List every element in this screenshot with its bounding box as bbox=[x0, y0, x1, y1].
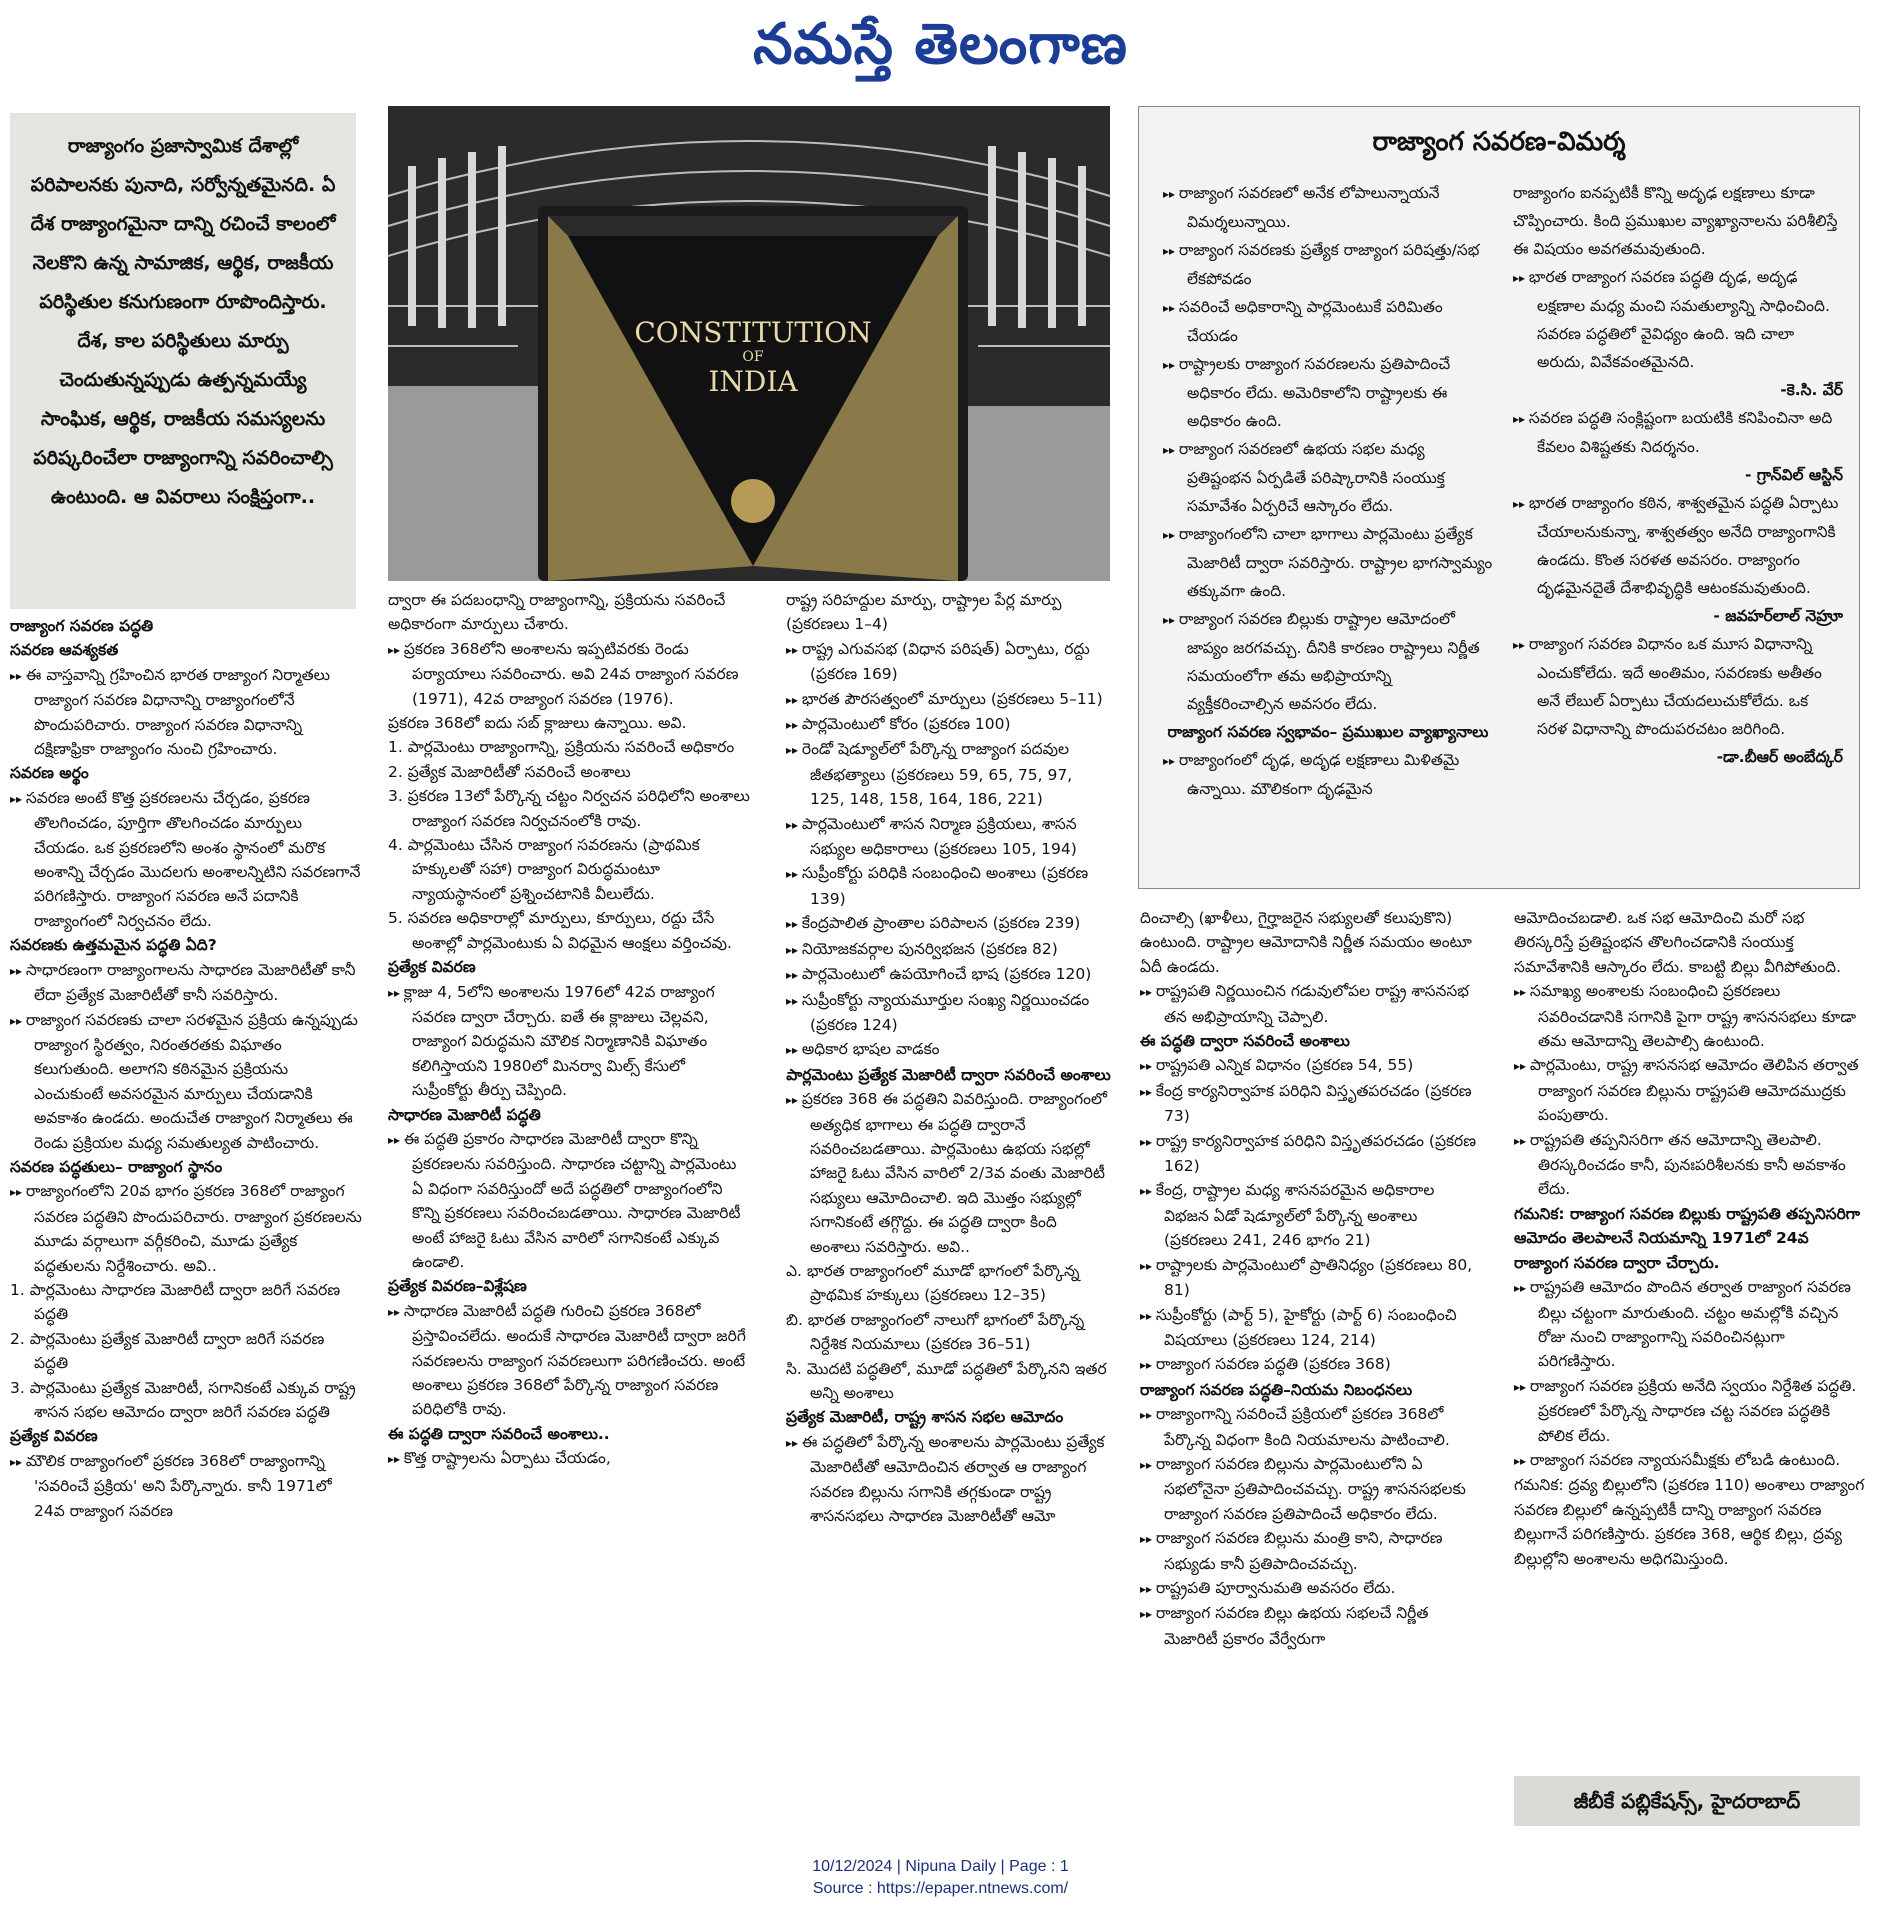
list-item: ▸▸ రాజ్యాంగాన్ని సవరించే ప్రక్రియలో ప్రకరణ 368లో పేర్కొన్న విధంగా కింది నియమాలను పాటించాలి. bbox=[1140, 1402, 1482, 1452]
list-item: ▸▸ భారత పౌరసత్వంలో మార్పులు (ప్రకరణలు 5–11) bbox=[786, 687, 1111, 712]
list-item: ▸▸ పార్లమెంటులో ఉపయోగించే భాష (ప్రకరణ 120) bbox=[786, 962, 1111, 987]
list-item: ▸▸ అధికార భాషల వాడకం bbox=[786, 1037, 1111, 1062]
paragraph: ▸▸ సాధారణ మెజారిటీ పద్ధతి గురించి ప్రకరణ 368లో ప్రస్తావించలేదు. అందుకే సాధారణ మెజారిటీ ద్వారా జరిగే సవరణలను రాజ్యాంగ సవరణలుగా పరిగణించరు. అంటే అంశాలు ప్రకరణ 368లో పేర్కొన్న రాజ్యాంగ సవరణ పరిధిలోకి రావు. bbox=[388, 1299, 750, 1422]
intro-box bbox=[10, 113, 356, 609]
list-item: ▸▸ పార్లమెంటులో శాసన నిర్మాణ ప్రక్రియలు, శాసన సభ్యుల అధికారాలు (ప్రకరణలు 105, 194) bbox=[786, 812, 1111, 862]
quote: ▸▸ భారత రాజ్యాంగం కఠిన, శాశ్వతమైన పద్ధతి ఏర్పాటు చేయాలనుకున్నా, శాశ్వతత్వం అనేది రాజ్యాంగానికి ఉండదు. కొంత సరళత అవసరం. రాజ్యాంగం దృఢమైనదైతే దేశాభివృద్ధికి ఆటంకమవుతుంది. bbox=[1513, 489, 1843, 602]
quote-author: - జవహర్‌లాల్ నెహ్రూ bbox=[1713, 607, 1843, 625]
footer-date-line: 10/12/2024 | Nipuna Daily | Page : 1 bbox=[812, 1858, 1069, 1875]
heading: సవరణ అర్థం bbox=[10, 764, 89, 783]
column-4 bbox=[1140, 906, 1482, 1804]
constitution-photo bbox=[388, 106, 1110, 581]
quote-author: -కె.సి. వేర్ bbox=[1780, 381, 1843, 399]
heading: ప్రత్యేక వివరణ bbox=[388, 958, 476, 977]
heading: రాజ్యాంగ సవరణ స్వభావం– ప్రముఖుల వ్యాఖ్యానాలు bbox=[1167, 723, 1489, 741]
numbered-item: 1. పార్లమెంటు రాజ్యాంగాన్ని, ప్రక్రియను సవరించే అధికారం bbox=[388, 738, 735, 757]
paragraph: ▸▸ ఈ వాస్తవాన్ని గ్రహించిన భారత రాజ్యాంగ నిర్మాతలు రాజ్యాంగ సవరణ విధానాన్ని రాజ్యాంగంలోనే పొందుపరిచారు. రాజ్యాంగ సవరణ విధానాన్ని దక్షిణాఫ్రికా రాజ్యాంగం నుంచి గ్రహించారు. bbox=[10, 663, 362, 762]
list-item: ▸▸ రాజ్యాంగ సవరణ పద్ధతి (ప్రకరణ 368) bbox=[1140, 1352, 1482, 1377]
publisher-credit: జీబీకే పబ్లికేషన్స్, హైదరాబాద్ bbox=[1514, 1776, 1860, 1826]
criticism-box bbox=[1138, 106, 1860, 889]
paragraph: ▸▸ ఈ పద్ధతి ప్రకారం సాధారణ మెజారిటీ ద్వారా కొన్ని ప్రకరణలను సవరిస్తుంది. సాధారణ చట్టాన్ని పార్లమెంటు ఏ విధంగా సవరిస్తుందో అదే పద్ధతిలో రాజ్యాంగంలోని కొన్ని ప్రకరణలు సవరించబడతాయి. సాధారణ మెజారిటీ అంటే హాజరై ఓటు వేసిన వారిలో సగానికంటే ఎక్కువ ఉండాలి. bbox=[388, 1127, 750, 1274]
paragraph: ▸▸ రాజ్యాంగ సవరణకు చాలా సరళమైన ప్రక్రియ ఉన్నప్పుడు రాజ్యాంగ స్థిరత్వం, నిరంతరతకు విఘాతం కలుగుతుంది. అలాగని కఠినమైన ప్రక్రియను ఎంచుకుంటే అవసరమైన మార్పులు చేయడానికి అవకాశం ఉండదు. అందుచేత రాజ్యాంగ నిర్మాతలు ఈ రెండు ప్రక్రియల మధ్య సమతుల్యత పాటించారు. bbox=[10, 1008, 362, 1155]
list-item: ▸▸ రాష్ట్రపతి తప్పనిసరిగా తన ఆమోదాన్ని తెలపాలి. తిరస్కరించడం కానీ, పునఃపరిశీలనకు కానీ అవకాశం లేదు. bbox=[1514, 1128, 1866, 1202]
quote: ▸▸ భారత రాజ్యాంగ సవరణ పద్ధతి దృఢ, అదృఢ లక్షణాల మధ్య మంచి సమతుల్యాన్ని సాధించింది. సవరణ పద్ధతిలో వైవిధ్యం ఉంది. ఇది చాలా అరుదు, వివేకవంతమైనది. bbox=[1513, 263, 1843, 376]
note: గమనిక: రాజ్యాంగ సవరణ బిల్లుకు రాష్ట్రపతి తప్పనిసరిగా ఆమోదం తెలపాలనే నియమాన్ని 1971లో 24వ రాజ్యాంగ సవరణ ద్వారా చేర్చారు. bbox=[1514, 1204, 1861, 1272]
numbered-item: 4. పార్లమెంటు చేసిన రాజ్యాంగ సవరణను (ప్రాథమిక హక్కులతో సహా) రాజ్యాంగ విరుద్ధమంటూ న్యాయస్థానంలో ప్రశ్నించటానికి వీలులేదు. bbox=[388, 836, 700, 903]
column-3 bbox=[786, 588, 1111, 1804]
list-item: ▸▸ రాష్ట్ర కార్యనిర్వాహక పరిధిని విస్తృతపరచడం (ప్రకరణ 162) bbox=[1140, 1129, 1482, 1179]
list-item: ▸▸ రాజ్యాంగ సవరణ బిల్లు ఉభయ సభలచే నిర్ణీత మెజారిటీ ప్రకారం వేర్వేరుగా bbox=[1140, 1601, 1482, 1651]
quote-author: - గ్రాన్‌విల్ ఆస్టిన్ bbox=[1745, 466, 1843, 484]
list-item: ▸▸ నియోజకవర్గాల పునర్విభజన (ప్రకరణ 82) bbox=[786, 937, 1111, 962]
list-item: ▸▸ రాజ్యాంగంలోని చాలా భాగాలు పార్లమెంటు ప్రత్యేక మెజారిటీ ద్వారా సవరిస్తారు. రాష్ట్రాల భాగస్వామ్యం తక్కువగా ఉంది. bbox=[1163, 520, 1493, 605]
list-item: ▸▸ రాజ్యాంగ సవరణకు ప్రత్యేక రాజ్యాంగ పరిషత్తు/సభ లేకపోవడం bbox=[1163, 236, 1493, 293]
paragraph: రాజ్యాంగం ఐనప్పటికీ కొన్ని అదృఢ లక్షణాలు కూడా చొప్పించారు. కింది ప్రముఖుల వ్యాఖ్యానాలను పరిశీలిస్తే ఈ విషయం అవగతమవుతుంది. bbox=[1513, 184, 1838, 258]
numbered-item: 3. ప్రకరణ 13లో పేర్కొన్న చట్టం నిర్వచన పరిధిలోని అంశాలు రాజ్యాంగ సవరణ నిర్వచనంలోకి రావు. bbox=[388, 787, 750, 830]
numbered-item: 3. పార్లమెంటు ప్రత్యేక మెజారిటీ, సగానికంటే ఎక్కువ రాష్ట్ర శాసన సభల ఆమోదం ద్వారా జరిగే సవరణ పద్ధతి bbox=[10, 1378, 356, 1421]
paragraph: దించాల్సి (ఖాళీలు, గైర్హాజరైన సభ్యులతో కలుపుకొని) ఉంటుంది. రాష్ట్రాల ఆమోదానికి నిర్ణీత సమయం అంటూ ఏదీ ఉండదు. bbox=[1140, 909, 1472, 976]
book-title-line2: OF bbox=[742, 349, 764, 365]
intro-text: రాజ్యాంగం ప్రజాస్వామిక దేశాల్లో పరిపాలనకు పునాది, సర్వోన్నతమైనది. ఏ దేశ రాజ్యాంగమైనా దాన్ని రచించే కాలంలో నెలకొని ఉన్న సామాజిక, ఆర్థిక, రాజకీయ పరిస్థితుల కనుగుణంగా రూపొందిస్తారు. దేశ, కాల పరిస్థితులు మార్పు చెందుతున్నప్పుడు ఉత్పన్నమయ్యే సాంఘిక, ఆర్థిక, రాజకీయ సమస్యలను పరిష్కరించేలా రాజ్యాంగాన్ని సవరించాల్సి ఉంటుంది. ఆ వివరాలు సంక్షిప్తంగా.. bbox=[30, 135, 336, 508]
box-left-column bbox=[1163, 179, 1493, 803]
column-2 bbox=[388, 588, 750, 1804]
note: గమనిక: ద్రవ్య బిల్లులోని (ప్రకరణ 110) అంశాలు రాజ్యాంగ సవరణ బిల్లులో ఉన్నప్పటికీ దాన్ని రాజ్యాంగ సవరణ బిల్లుగానే పరిగణిస్తారు. ప్రకరణ 368, ఆర్థిక బిల్లు, ద్రవ్య బిల్లుల్లోని అంశాలను అధిగమిస్తుంది. bbox=[1514, 1476, 1865, 1568]
heading: సవరణ ఆవశ్యకత bbox=[10, 641, 119, 660]
numbered-item: 2. ప్రత్యేక మెజారిటీతో సవరించే అంశాలు bbox=[388, 762, 631, 781]
paragraph: ▸▸ క్లాజు 4, 5లోని అంశాలను 1976లో 42వ రాజ్యాంగ సవరణ ద్వారా చేర్చారు. ఐతే ఈ క్లాజులు చెల్లవని, రాజ్యాంగ విరుద్ధమని మౌలిక నిర్మాణానికి విఘాతం కలిగిస్తాయని 1980లో మినర్వా మిల్స్ కేసులో సుప్రీంకోర్టు తీర్పు చెప్పింది. bbox=[388, 980, 750, 1103]
heading: ఈ పద్ధతి ద్వారా సవరించే అంశాలు bbox=[1140, 1032, 1350, 1051]
list-item: ▸▸ రాజ్యాంగంలో దృఢ, అదృఢ లక్షణాలు మిళితమై ఉన్నాయి. మౌలికంగా దృఢమైన bbox=[1163, 746, 1493, 803]
heading: రాజ్యాంగ సవరణ పద్ధతి bbox=[10, 617, 154, 635]
paragraph: రాష్ట్ర సరిహద్దుల మార్పు, రాష్ట్రాల పేర్ల మార్పు (ప్రకరణలు 1–4) bbox=[786, 591, 1062, 634]
heading: సాధారణ మెజారిటీ పద్ధతి bbox=[388, 1105, 541, 1124]
list-item: ▸▸ రాష్ట్రపతి నిర్ణయించిన గడువులోపల రాష్ట్ర శాసనసభ తన అభిప్రాయాన్ని చెప్పాలి. bbox=[1140, 979, 1482, 1029]
book-title bbox=[618, 316, 888, 398]
list-item: ▸▸ సుప్రీంకోర్టు పరిధికి సంబంధించి అంశాలు (ప్రకరణ 139) bbox=[786, 861, 1111, 911]
list-item: ▸▸ రాజ్యాంగ సవరణ న్యాయసమీక్షకు లోబడి ఉంటుంది. bbox=[1514, 1448, 1866, 1473]
paragraph: ▸▸ సవరణ అంటే కొత్త ప్రకరణలను చేర్చడం, ప్రకరణ తొలగించడం, పూర్తిగా తొలగించడం మార్పులు చేయడం. ఒక ప్రకరణలోని అంశం స్థానంలో మరొక అంశాన్ని చేర్చడం మొదలగు అంశాలన్నిటిని సవరణగానే పరిగణిస్తారు. రాజ్యాంగ సవరణ అనే పదానికి రాజ్యాంగంలో నిర్వచనం లేదు. bbox=[10, 786, 362, 933]
book-title-line3: INDIA bbox=[708, 365, 798, 398]
lettered-item: బి. భారత రాజ్యాంగంలో నాలుగో భాగంలో పేర్కొన్న నిర్దేశిక నియమాలు (ప్రకరణ 36–51) bbox=[786, 1310, 1085, 1354]
masthead-logo: నమస్తే తెలంగాణ bbox=[753, 12, 1128, 77]
heading: ప్రత్యేక వివరణ–విశ్లేషణ bbox=[388, 1277, 527, 1296]
paragraph: ▸▸ సాధారణంగా రాజ్యాంగాలను సాధారణ మెజారిటీతో కానీ లేదా ప్రత్యేక మెజారిటీతో కానీ సవరిస్తారు. bbox=[10, 958, 362, 1008]
heading: ప్రత్యేక వివరణ bbox=[10, 1427, 98, 1446]
list-item: ▸▸ కేంద్ర కార్యనిర్వాహక పరిధిని విస్తృతపరచడం (ప్రకరణ 73) bbox=[1140, 1079, 1482, 1129]
quote: ▸▸ సవరణ పద్ధతి సంక్లిష్టంగా బయటికి కనిపించినా అది కేవలం విశిష్టతకు నిదర్శనం. bbox=[1513, 404, 1843, 461]
box-right-column bbox=[1513, 179, 1843, 771]
paragraph: ▸▸ మౌలిక రాజ్యాంగంలో ప్రకరణ 368లో రాజ్యాంగాన్ని 'సవరించే ప్రక్రియ' అని పేర్కొన్నారు. కానీ 1971లో 24వ రాజ్యాంగ సవరణ bbox=[10, 1449, 362, 1523]
list-item: ▸▸ రాష్ట్రాలకు రాజ్యాంగ సవరణలను ప్రతిపాదించే అధికారం లేదు. అమెరికాలోని రాష్ట్రాలకు ఈ అధికారం ఉంది. bbox=[1163, 350, 1493, 435]
column-1 bbox=[10, 614, 362, 1804]
list-item: ▸▸ కేంద్రపాలిత ప్రాంతాల పరిపాలన (ప్రకరణ 239) bbox=[786, 911, 1111, 936]
box-title: రాజ్యాంగ సవరణ-విమర్శ bbox=[1372, 127, 1626, 157]
paragraph: ▸▸ ప్రకరణ 368లోని అంశాలను ఇప్పటివరకు రెండు పర్యాయాలు సవరించారు. అవి 24వ రాజ్యాంగ సవరణ (1971), 42వ రాజ్యాంగ సవరణ (1976). bbox=[388, 637, 750, 711]
heading: రాజ్యాంగ సవరణ పద్ధతి–నియమ నిబంధనలు bbox=[1140, 1380, 1413, 1399]
quote-author: -డా.బీఆర్ అంబేద్కర్ bbox=[1716, 748, 1843, 766]
heading: ఈ పద్ధతి ద్వారా సవరించే అంశాలు.. bbox=[388, 1424, 610, 1443]
list-item: ▸▸ సవరించే అధికారాన్ని పార్లమెంటుకే పరిమితం చేయడం bbox=[1163, 293, 1493, 350]
numbered-item: 2. పార్లమెంటు ప్రత్యేక మెజారిటీ ద్వారా జరిగే సవరణ పద్ధతి bbox=[10, 1329, 325, 1373]
list-item: ▸▸ సుప్రీంకోర్టు (పార్ట్ 5), హైకోర్టు (పార్ట్ 6) సంబంధించి విషయాలు (ప్రకరణలు 124, 214) bbox=[1140, 1303, 1482, 1353]
book-title-line1: CONSTITUTION bbox=[634, 316, 872, 349]
paragraph: ▸▸ కొత్త రాష్ట్రాలను ఏర్పాటు చేయడం, bbox=[388, 1446, 750, 1471]
paragraph: ప్రకరణ 368లో ఐదు సబ్ క్లాజులు ఉన్నాయి. అవి. bbox=[388, 714, 687, 733]
page-footer bbox=[0, 1856, 1881, 1900]
paragraph: ద్వారా ఈ పదబంధాన్ని రాజ్యాంగాన్ని, ప్రక్రియను సవరించే అధికారంగా మార్పులు చేశారు. bbox=[388, 591, 726, 634]
list-item: ▸▸ రాజ్యాంగ సవరణలో ఉభయ సభల మధ్య ప్రతిష్టంభన ఏర్పడితే పరిష్కారానికి సంయుక్త సమావేశం ఏర్పరిచే ఆస్కారం లేదు. bbox=[1163, 435, 1493, 520]
list-item: ▸▸ సమాఖ్య అంశాలకు సంబంధించి ప్రకరణలు సవరించడానికి సగానికి పైగా రాష్ట్ర శాసనసభలు కూడా తమ ఆమోదాన్ని తెలపాల్సి ఉంటుంది. bbox=[1514, 979, 1866, 1053]
list-item: ▸▸ రెండో షెడ్యూల్‌లో పేర్కొన్న రాజ్యాంగ పదవుల జీతభత్యాలు (ప్రకరణలు 59, 65, 75, 97, 125, 148, 158, 164, 186, 221) bbox=[786, 737, 1111, 811]
heading: సవరణకు ఉత్తమమైన పద్ధతి ఏది? bbox=[10, 936, 217, 955]
heading: ప్రత్యేక మెజారిటీ, రాష్ట్ర శాసన సభల ఆమోదం bbox=[786, 1408, 1064, 1427]
list-item: ▸▸ రాజ్యాంగ సవరణ ప్రక్రియ అనేది స్వయం నిర్దేశిత పద్ధతి. ప్రకరణలో పేర్కొన్న సాధారణ చట్ట సవరణ పద్ధతికి పోలిక లేదు. bbox=[1514, 1374, 1866, 1448]
paragraph: ఆమోదించబడాలి. ఒక సభ ఆమోదించి మరో సభ తిరస్కరిస్తే ప్రతిష్టంభన తొలగించడానికి సంయుక్త సమావేశానికి ఆస్కారం లేదు. కాబట్టి బిల్లు వీగిపోతుంది. bbox=[1514, 909, 1842, 976]
list-item: ▸▸ రాజ్యాంగ సవరణలో అనేక లోపాలున్నాయనే విమర్శలున్నాయి. bbox=[1163, 179, 1493, 236]
numbered-item: 1. పార్లమెంటు సాధారణ మెజారిటీ ద్వారా జరిగే సవరణ పద్ధతి bbox=[10, 1280, 341, 1324]
paragraph: ▸▸ రాజ్యాంగంలోని 20వ భాగం ప్రకరణ 368లో రాజ్యాంగ సవరణ పద్ధతిని పొందుపరిచారు. రాజ్యాంగ ప్రకరణలను మూడు వర్గాలుగా వర్గీకరించి, మూడు ప్రత్యేక పద్ధతులను నిర్దేశించారు. అవి.. bbox=[10, 1179, 362, 1278]
lettered-item: ఎ. భారత రాజ్యాంగంలో మూడో భాగంలో పేర్కొన్న ప్రాథమిక హక్కులు (ప్రకరణలు 12–35) bbox=[786, 1261, 1080, 1305]
list-item: ▸▸ రాష్ట్రపతి ఆమోదం పొందిన తర్వాత రాజ్యాంగ సవరణ బిల్లు చట్టంగా మారుతుంది. చట్టం అమల్లోకి వచ్చిన రోజు నుంచి రాజ్యాంగాన్ని సవరించినట్లుగా పరిగణిస్తారు. bbox=[1514, 1275, 1866, 1374]
list-item: ▸▸ పార్లమెంటు, రాష్ట్ర శాసనసభ ఆమోదం తెలిపిన తర్వాత రాజ్యాంగ సవరణ బిల్లును రాష్ట్రపతి ఆమోదముద్రకు పంపుతారు. bbox=[1514, 1053, 1866, 1127]
heading: సవరణ పద్ధతులు– రాజ్యాంగ స్థానం bbox=[10, 1157, 223, 1176]
list-item: ▸▸ సుప్రీంకోర్టు న్యాయమూర్తుల సంఖ్య నిర్ణయించడం (ప్రకరణ 124) bbox=[786, 988, 1111, 1038]
list-item: ▸▸ రాష్ట్రాలకు పార్లమెంటులో ప్రాతినిధ్యం (ప్రకరణలు 80, 81) bbox=[1140, 1253, 1482, 1303]
list-item: ▸▸ రాష్ట్ర ఎగువసభ (విధాన పరిషత్) ఏర్పాటు, రద్దు (ప్రకరణ 169) bbox=[786, 637, 1111, 687]
numbered-item: 5. సవరణ అధికారాల్లో మార్పులు, కూర్పులు, రద్దు చేసే అంశాల్లో పార్లమెంటుకు ఏ విధమైన ఆంక్షలు వర్తించవు. bbox=[388, 909, 732, 952]
list-item: ▸▸ రాష్ట్రపతి పూర్వానుమతి అవసరం లేదు. bbox=[1140, 1576, 1482, 1601]
heading: పార్లమెంటు ప్రత్యేక మెజారిటీ ద్వారా సవరించే అంశాలు bbox=[786, 1065, 1111, 1084]
list-item: ▸▸ రాజ్యాంగ సవరణ బిల్లుకు రాష్ట్రాల ఆమోదంలో జాప్యం జరగవచ్చు. దీనికి కారణం రాష్ట్రాలు నిర్ణీత సమయంలోగా తమ అభిప్రాయాన్ని వ్యక్తీకరించాల్సిన అవసరం లేదు. bbox=[1163, 605, 1493, 718]
list-item: ▸▸ రాజ్యాంగ సవరణ బిల్లును మంత్రి కాని, సాధారణ సభ్యుడు కానీ ప్రతిపాదించవచ్చు. bbox=[1140, 1526, 1482, 1576]
list-item: ▸▸ కేంద్ర, రాష్ట్రాల మధ్య శాసనపరమైన అధికారాల విభజన ఏడో షెడ్యూల్‌లో పేర్కొన్న అంశాలు (ప్రకరణలు 241, 246 భాగం 21) bbox=[1140, 1178, 1482, 1252]
paragraph: ▸▸ ప్రకరణ 368 ఈ పద్ధతిని వివరిస్తుంది. రాజ్యాంగంలో అత్యధిక భాగాలు ఈ పద్ధతి ద్వారానే సవరించబడతాయి. పార్లమెంటు ఉభయ సభల్లో హాజరై ఓటు వేసిన వారిలో 2/3వ వంతు మెజారిటీ సభ్యులు ఆమోదించాలి. ఇది మొత్తం సభ్యుల్లో సగానికంటే తగ్గొద్దు. ఈ పద్ధతి ద్వారా కింది అంశాలు సవరిస్తారు. అవి.. bbox=[786, 1087, 1111, 1259]
list-item: ▸▸ రాష్ట్రపతి ఎన్నిక విధానం (ప్రకరణ 54, 55) bbox=[1140, 1053, 1482, 1078]
column-5 bbox=[1514, 906, 1866, 1804]
list-item: ▸▸ రాజ్యాంగ సవరణ బిల్లును పార్లమెంటులోని ఏ సభలోనైనా ప్రతిపాదించవచ్చు. రాష్ట్ర శాసనసభలకు రాజ్యాంగ సవరణ ప్రతిపాదించే అధికారం లేదు. bbox=[1140, 1452, 1482, 1526]
footer-source-link[interactable]: Source : https://epaper.ntnews.com/ bbox=[812, 1880, 1069, 1897]
paragraph: ▸▸ ఈ పద్ధతిలో పేర్కొన్న అంశాలను పార్లమెంటు ప్రత్యేక మెజారిటీతో ఆమోదించిన తర్వాత ఆ రాజ్యాంగ సవరణ బిల్లును సగానికి తగ్గకుండా రాష్ట్ర శాసనసభలు సాధారణ మెజారిటీతో ఆమో bbox=[786, 1430, 1111, 1529]
lettered-item: సి. మొదటి పద్ధతిలో, మూడో పద్ధతిలో పేర్కొనని ఇతర అన్ని అంశాలు bbox=[786, 1359, 1107, 1402]
quote: ▸▸ రాజ్యాంగ సవరణ విధానం ఒక మూస విధానాన్ని ఎంచుకోలేదు. ఇదే అంతిమం, సవరణకు అతీతం అనే లేబుల్ ఏర్పాటు చేయదలుచుకోలేదు. ఒక సరళ విధానాన్ని పొందుపరచటం జరిగింది. bbox=[1513, 630, 1843, 743]
list-item: ▸▸ పార్లమెంటులో కోరం (ప్రకరణ 100) bbox=[786, 712, 1111, 737]
